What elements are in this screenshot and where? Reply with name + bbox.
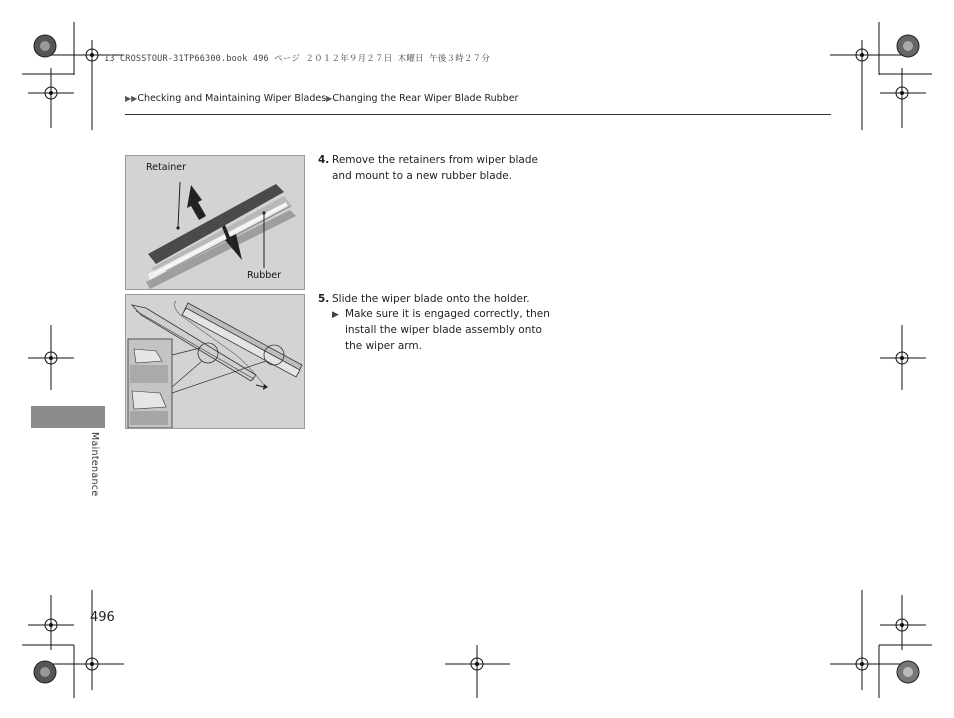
breadcrumb-section-link[interactable]: Checking and Maintaining Wiper Blades [137, 93, 327, 104]
step-5 [318, 291, 558, 307]
note-marker-icon: ▶ [332, 310, 339, 320]
label-rubber: Rubber [247, 270, 282, 281]
breadcrumb [125, 93, 518, 104]
step-4-number: 4. [318, 154, 330, 166]
section-tab[interactable] [31, 406, 105, 428]
header-rule [125, 114, 831, 115]
label-retainer: Retainer [146, 162, 186, 173]
breadcrumb-page: Changing the Rear Wiper Blade Rubber [332, 93, 519, 104]
breadcrumb-separator: ▶ [326, 94, 333, 103]
step-5-text: Slide the wiper blade onto the holder. [332, 293, 530, 305]
page-number: 496 [90, 610, 115, 625]
section-label: Maintenance [89, 432, 100, 497]
step-5-number: 5. [318, 293, 330, 305]
print-info: 13 CROSSTOUR-31TP66300.book 496 ページ ２０１２年９月２７日 木曜日 午後３時２７分 [104, 54, 491, 64]
step-4 [318, 152, 558, 182]
figure-retainer-rubber [125, 155, 305, 290]
breadcrumb-arrows: ▶▶ [125, 94, 138, 103]
step-5-note [332, 306, 558, 352]
step-4-text: Remove the retainers from wiper blade and mount to a new rubber blade. [332, 154, 538, 182]
figure-blade-holder [125, 294, 305, 429]
step-5-note-text: Make sure it is engaged correctly, then install the wiper blade assembly onto the wiper arm. [345, 308, 550, 352]
